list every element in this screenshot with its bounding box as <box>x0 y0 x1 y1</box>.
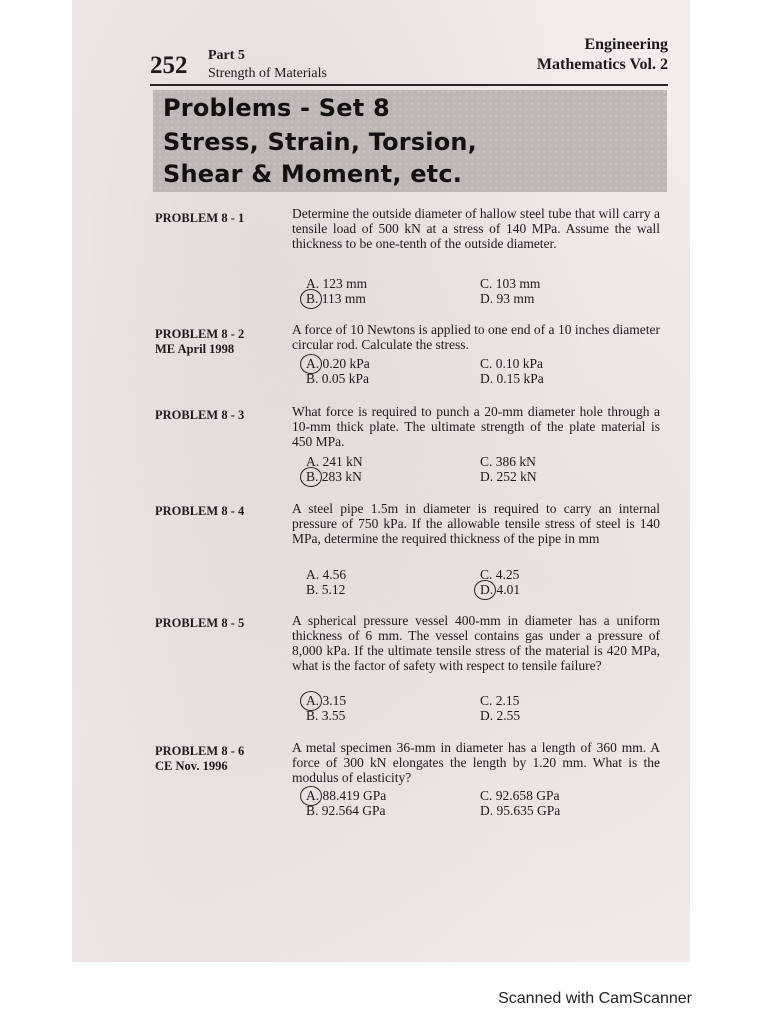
option-a-marked: A. 3.15 <box>306 693 347 708</box>
problem-label: PROBLEM 8 - 5 <box>155 616 245 630</box>
option-b: B. 0.05 kPa <box>306 371 370 386</box>
problem-text: A spherical pressure vessel 400-mm in diameter has a uniform thickness of 6 mm. The vessel contains gas under a pressure of 8,000 kPa. If the ultimate tensile stress of the material is 420 MPa, what is the factor of safety with respect to tensile failure? <box>292 613 660 673</box>
option-d: D. 0.15 kPa <box>480 371 544 386</box>
option-d: D. 2.55 <box>480 708 521 723</box>
option-a-marked: A. 88.419 GPa <box>306 788 387 803</box>
option-a-marked: A. 0.20 kPa <box>306 356 370 371</box>
option-b: B. 5.12 <box>306 582 346 597</box>
problem-label: PROBLEM 8 - 6 <box>155 744 245 758</box>
problem-text: A metal specimen 36-mm in diameter has a length of 360 mm. A force of 300 kN elongates the length by 1.20 mm. What is the modulus of elasticity? <box>292 740 660 785</box>
option-c: C. 386 kN <box>480 454 536 469</box>
scanner-watermark: Scanned with CamScanner <box>498 990 692 1007</box>
book-title-line1: Engineering <box>584 36 668 53</box>
problem-label: PROBLEM 8 - 1 <box>155 211 245 225</box>
problem-label: PROBLEM 8 - 2 <box>155 327 245 341</box>
option-a: A. 123 mm <box>306 276 368 291</box>
section-banner <box>153 90 667 192</box>
option-a: A. 241 kN <box>306 454 363 469</box>
problem-text: Determine the outside diameter of hallow steel tube that will carry a tensile load of 500 kN at a stress of 140 MPa. Assume the wall thickness to be one-tenth of the outside diameter. <box>292 206 660 251</box>
option-b: B. 92.564 GPa <box>306 803 386 818</box>
page-number: 252 <box>150 52 188 79</box>
option-c: C. 4.25 <box>480 567 520 582</box>
problem-source: CE Nov. 1996 <box>155 759 228 773</box>
header-rule <box>150 84 668 86</box>
option-b-marked: B. 283 kN <box>306 469 362 484</box>
problem-label: PROBLEM 8 - 3 <box>155 408 245 422</box>
book-title-line2: Mathematics Vol. 2 <box>536 56 668 73</box>
problem-text: A steel pipe 1.5m in diameter is required to carry an internal pressure of 750 kPa. If the allowable tensile stress of steel is 140 MPa, determine the required thickness of the pipe in mm <box>292 501 660 546</box>
banner-subtitle-line2: Shear & Moment, etc. <box>163 160 463 188</box>
banner-title: Problems - Set 8 <box>163 94 390 122</box>
option-d: D. 95.635 GPa <box>480 803 561 818</box>
banner-subtitle-line1: Stress, Strain, Torsion, <box>163 128 477 156</box>
option-c: C. 92.658 GPa <box>480 788 560 803</box>
problem-text: A force of 10 Newtons is applied to one end of a 10 inches diameter circular rod. Calculate the stress. <box>292 322 660 352</box>
problem-source: ME April 1998 <box>155 342 235 356</box>
option-b-marked: B. 113 mm <box>306 291 366 306</box>
problem-text: What force is required to punch a 20-mm diameter hole through a 10-mm thick plate. The ultimate strength of the plate material is 450 MPa. <box>292 404 660 449</box>
option-c: C. 2.15 <box>480 693 520 708</box>
problem-label: PROBLEM 8 - 4 <box>155 504 245 518</box>
part-label: Part 5 <box>208 48 245 63</box>
option-d-marked: D. 4.01 <box>480 582 521 597</box>
option-b: B. 3.55 <box>306 708 346 723</box>
option-c: C. 0.10 kPa <box>480 356 544 371</box>
option-d: D. 93 mm <box>480 291 535 306</box>
option-c: C. 103 mm <box>480 276 541 291</box>
subject-label: Strength of Materials <box>208 66 327 81</box>
option-d: D. 252 kN <box>480 469 537 484</box>
option-a: A. 4.56 <box>306 567 347 582</box>
